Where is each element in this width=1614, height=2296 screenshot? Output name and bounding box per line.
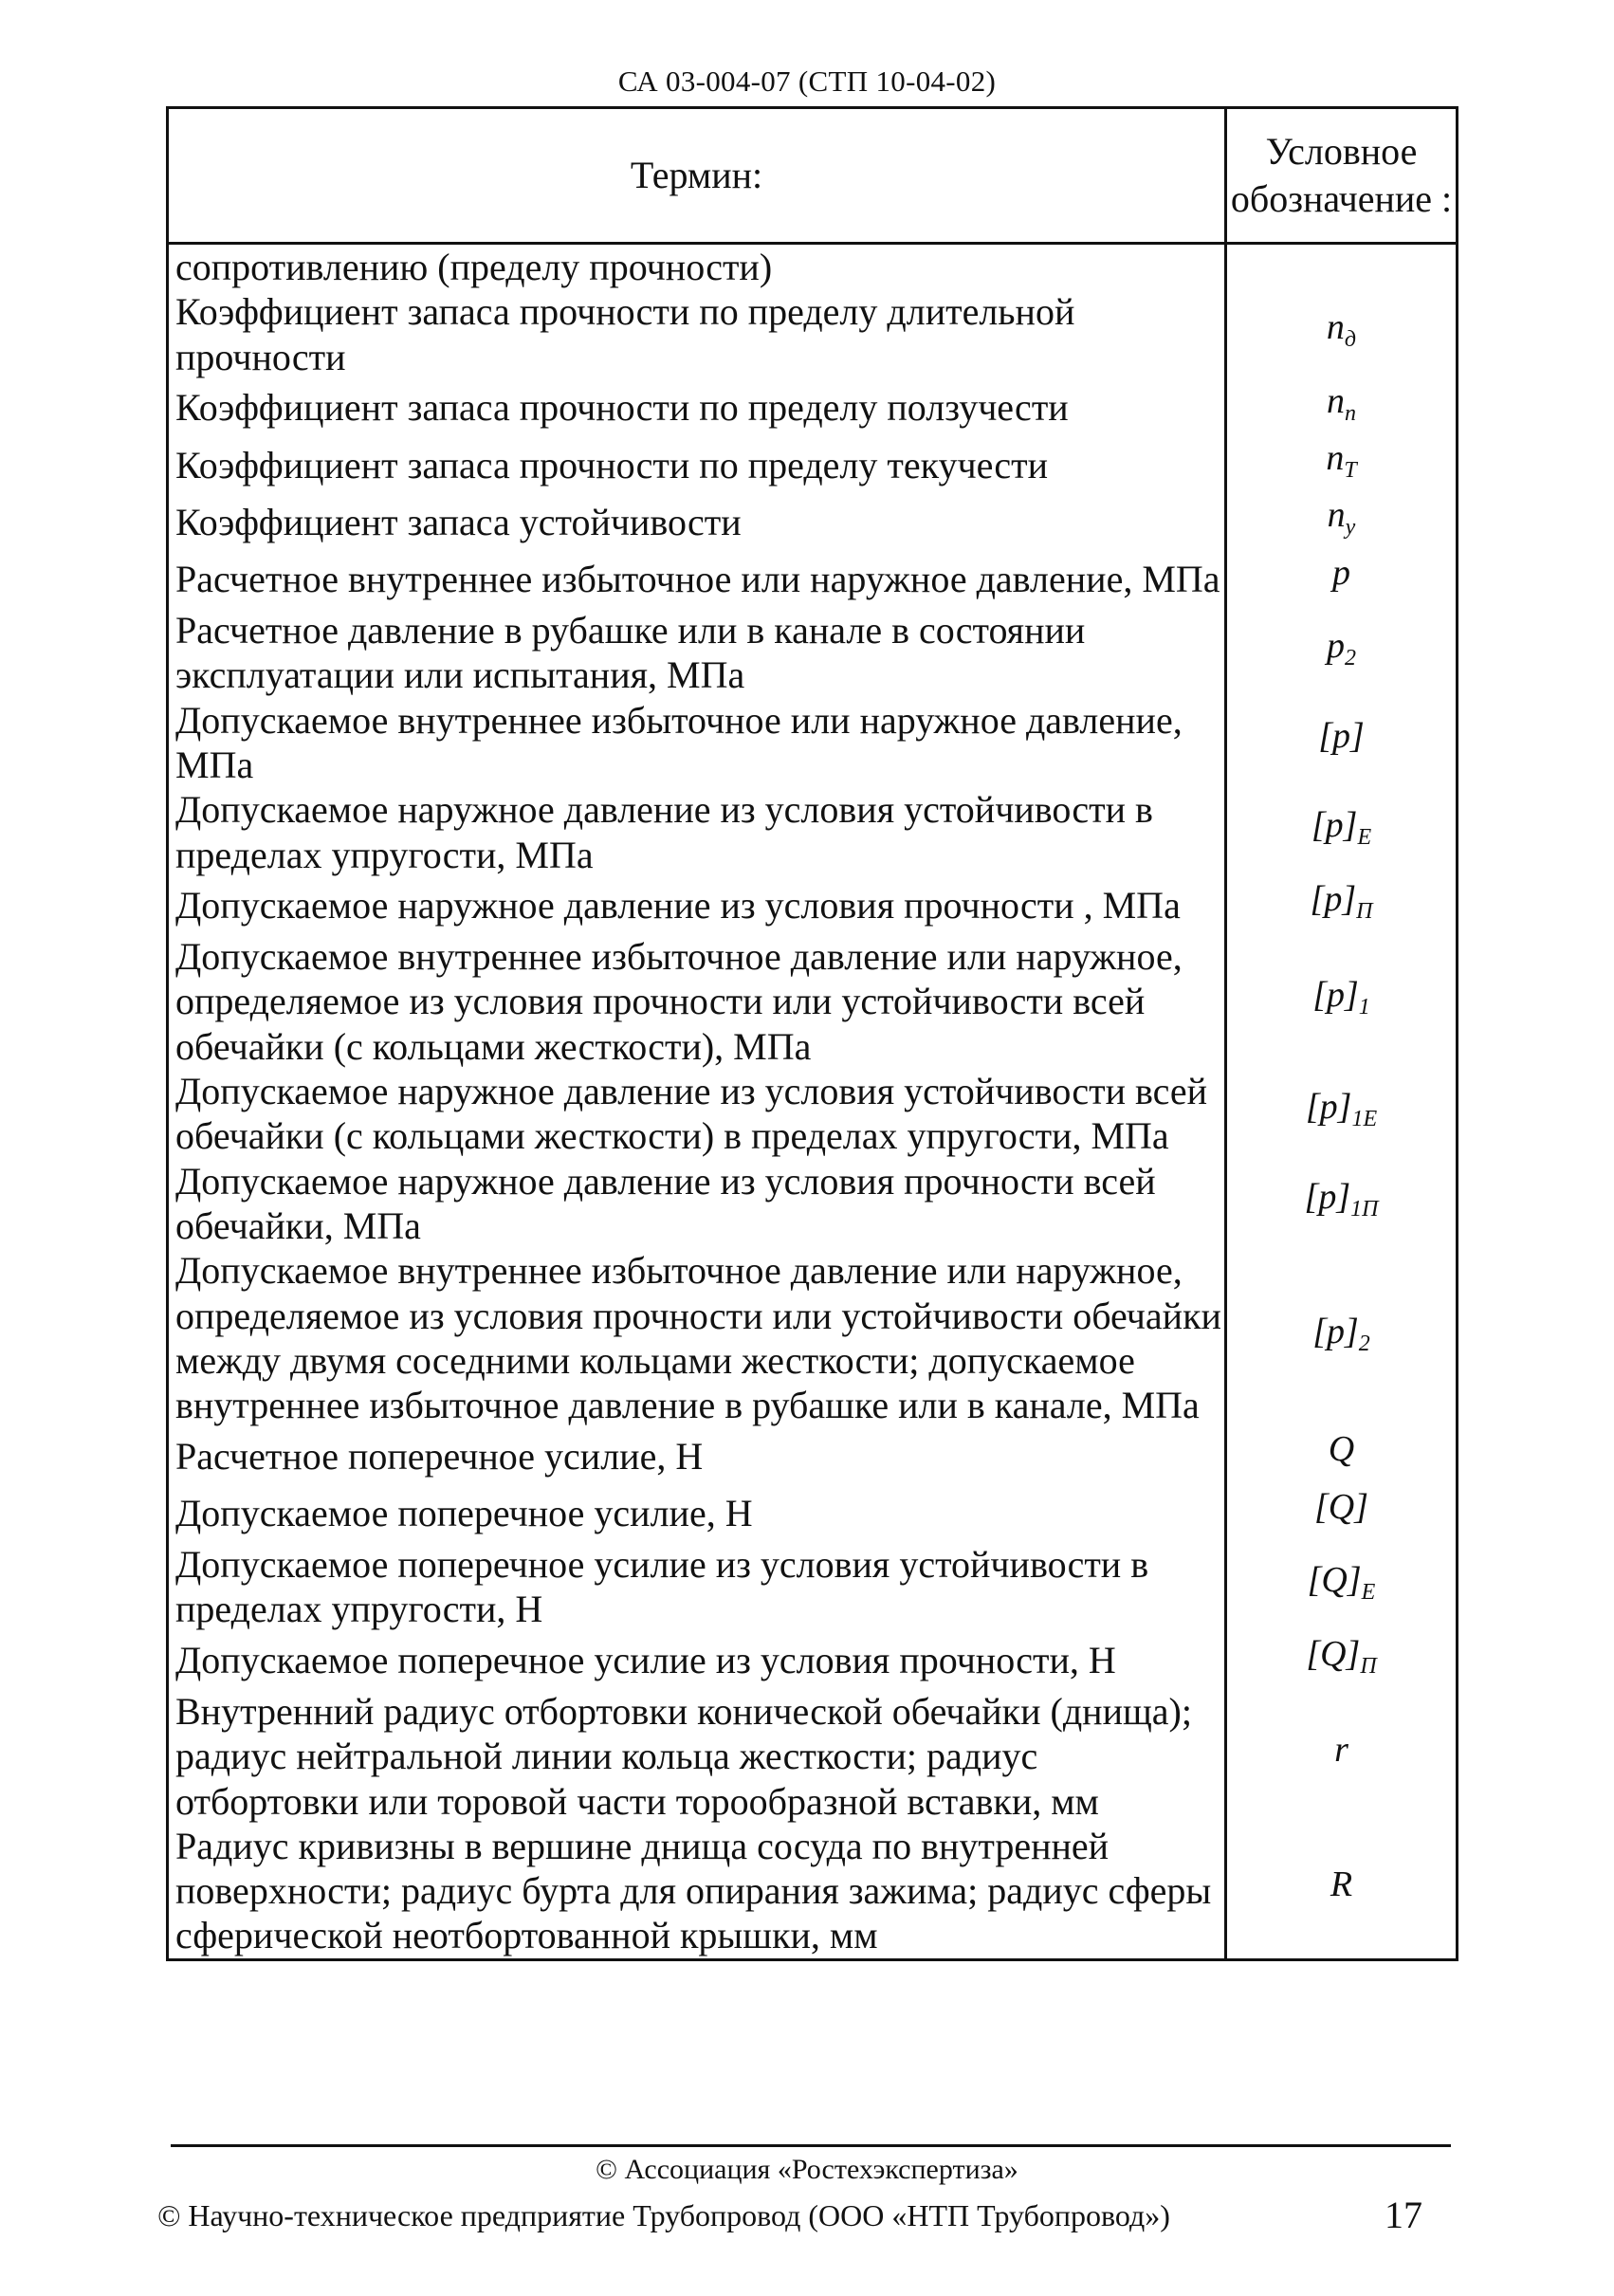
- symbol-base: [p]: [1318, 715, 1365, 756]
- table-row: [168, 1824, 1458, 1959]
- symbol-cell: [1226, 551, 1458, 608]
- term-cell: Допускаемое поперечное усилие из условия прочности, Н: [168, 1632, 1226, 1689]
- symbol-base: [p]: [1310, 878, 1357, 919]
- term-cell: Коэффициент запаса прочности по пределу ползучести: [168, 379, 1226, 436]
- term-cell: Коэффициент запаса устойчивости: [168, 493, 1226, 550]
- symbol-base: p: [1327, 626, 1345, 667]
- symbol-cell: [1226, 1824, 1458, 1959]
- symbol-cell: [1226, 877, 1458, 934]
- table-row: [168, 698, 1458, 788]
- symbol-base: n: [1327, 495, 1346, 536]
- table-header-row: [168, 108, 1458, 244]
- symbol-cell: [1226, 379, 1458, 436]
- table-row: [168, 934, 1458, 1069]
- term-cell: сопротивлению (пределу прочности): [168, 244, 1226, 290]
- term-cell: Коэффициент запаса прочности по пределу текучести: [168, 436, 1226, 493]
- symbol-base: p: [1332, 552, 1350, 593]
- table-row: [168, 1485, 1458, 1542]
- symbol-cell: [1226, 608, 1458, 698]
- term-cell: Допускаемое внутреннее избыточное или наружное давление, МПа: [168, 698, 1226, 788]
- symbol-base: n: [1327, 380, 1345, 421]
- table-row: [168, 608, 1458, 698]
- symbol-subscript: E: [1357, 825, 1372, 851]
- symbol-subscript: д: [1344, 327, 1357, 353]
- symbol-base: n: [1326, 438, 1345, 479]
- term-cell: Коэффициент запаса прочности по пределу длительной прочности: [168, 289, 1226, 379]
- document-code-header: СА 03-004-07 (СТП 10-04-02): [617, 64, 997, 98]
- symbol-base: R: [1330, 1864, 1353, 1904]
- term-cell: Допускаемое наружное давление из условия прочности , МПа: [168, 877, 1226, 934]
- symbol-subscript: П: [1356, 898, 1373, 924]
- table-row: [168, 289, 1458, 379]
- table-row: [168, 877, 1458, 934]
- symbol-subscript: 1: [1358, 994, 1370, 1019]
- table-row: [168, 493, 1458, 550]
- symbol-subscript: 2: [1358, 1331, 1370, 1356]
- table-row: [168, 787, 1458, 877]
- symbol-base: r: [1334, 1729, 1348, 1770]
- table-row: [168, 1248, 1458, 1427]
- symbol-cell: [1226, 698, 1458, 788]
- term-column-header: Термин:: [168, 108, 1226, 244]
- term-cell: Допускаемое наружное давление из условия устойчивости всей обечайки (с кольцами жесткости) в пределах упругости, МПа: [168, 1069, 1226, 1159]
- table-row: [168, 1542, 1458, 1632]
- symbol-base: [p]: [1305, 1087, 1352, 1128]
- term-cell: Радиус кривизны в вершине днища сосуда по внутренней поверхности; радиус бурта для опирания зажима; радиус сферы сферической неотбортованной крышки, мм: [168, 1824, 1226, 1959]
- term-cell: Допускаемое поперечное усилие, Н: [168, 1485, 1226, 1542]
- symbol-base: [p]: [1311, 805, 1358, 846]
- symbol-cell: [1226, 493, 1458, 550]
- symbol-cell: [1226, 436, 1458, 493]
- footer-association: © Ассоциация «Ростехэкспертиза»: [596, 2154, 1018, 2185]
- footer-company: © Научно-техническое предприятие Трубопровод (ООО «НТП Трубопровод»): [157, 2198, 1170, 2232]
- symbol-cell: [1226, 1632, 1458, 1689]
- term-cell: Расчетное поперечное усилие, Н: [168, 1427, 1226, 1484]
- symbol-cell: [1226, 289, 1458, 379]
- table-row: [168, 436, 1458, 493]
- page-number: 17: [1385, 2194, 1422, 2236]
- symbol-base: [p]: [1312, 974, 1359, 1015]
- symbol-subscript: T: [1344, 458, 1357, 484]
- symbol-column-header: Условное обозначение :: [1226, 108, 1458, 244]
- symbol-cell: [1226, 1485, 1458, 1542]
- symbol-cell: [1226, 1427, 1458, 1484]
- term-cell: Допускаемое наружное давление из условия устойчивости в пределах упругости, МПа: [168, 787, 1226, 877]
- symbol-cell: [1226, 934, 1458, 1069]
- symbol-base: [Q]: [1306, 1633, 1361, 1674]
- table-row: [168, 1159, 1458, 1249]
- table-row: [168, 1427, 1458, 1484]
- symbol-subscript: E: [1361, 1580, 1376, 1606]
- table-row: [168, 1632, 1458, 1689]
- term-cell: Допускаемое наружное давление из условия прочности всей обечайки, МПа: [168, 1159, 1226, 1249]
- table-row: [168, 1689, 1458, 1824]
- term-cell: Расчетное давление в рубашке или в канале в состоянии эксплуатации или испытания, МПа: [168, 608, 1226, 698]
- symbol-subscript: y: [1345, 515, 1356, 541]
- symbol-subscript: П: [1360, 1653, 1377, 1679]
- symbol-subscript: п: [1345, 400, 1356, 426]
- symbol-base: [Q]: [1307, 1560, 1362, 1601]
- table-row: [168, 244, 1458, 290]
- term-cell: Расчетное внутреннее избыточное или наружное давление, МПа: [168, 551, 1226, 608]
- symbol-cell: [1226, 244, 1458, 290]
- symbol-cell: [1226, 1248, 1458, 1427]
- symbol-cell: [1226, 1542, 1458, 1632]
- symbol-subscript: 1П: [1350, 1196, 1379, 1221]
- table-row: [168, 551, 1458, 608]
- symbol-base: [p]: [1312, 1311, 1359, 1351]
- symbol-subscript: 2: [1345, 646, 1356, 671]
- symbol-base: n: [1326, 307, 1345, 348]
- symbol-base: Q: [1328, 1429, 1355, 1470]
- footer-divider: [171, 2144, 1451, 2147]
- term-cell: Допускаемое поперечное усилие из условия устойчивости в пределах упругости, Н: [168, 1542, 1226, 1632]
- symbol-subscript: 1E: [1351, 1107, 1378, 1132]
- symbol-base: [Q]: [1313, 1486, 1369, 1527]
- symbol-base: [p]: [1304, 1176, 1351, 1217]
- table-row: [168, 379, 1458, 436]
- symbol-cell: [1226, 787, 1458, 877]
- symbol-cell: [1226, 1069, 1458, 1159]
- term-cell: Допускаемое внутреннее избыточное давление или наружное, определяемое из условия прочности или устойчивости всей обечайки (с кольцами жесткости), МПа: [168, 934, 1226, 1069]
- terms-table: [166, 106, 1458, 1961]
- symbol-cell: [1226, 1689, 1458, 1824]
- term-cell: Допускаемое внутреннее избыточное давление или наружное, определяемое из условия прочности или устойчивости обечайки между двумя соседними кольцами жесткости; допускаемое внутреннее избыточное давление в рубашке или в канале, МПа: [168, 1248, 1226, 1427]
- symbol-cell: [1226, 1159, 1458, 1249]
- term-cell: Внутренний радиус отбортовки конической обечайки (днища); радиус нейтральной линии кольца жесткости; радиус отбортовки или торовой части торообразной вставки, мм: [168, 1689, 1226, 1824]
- table-row: [168, 1069, 1458, 1159]
